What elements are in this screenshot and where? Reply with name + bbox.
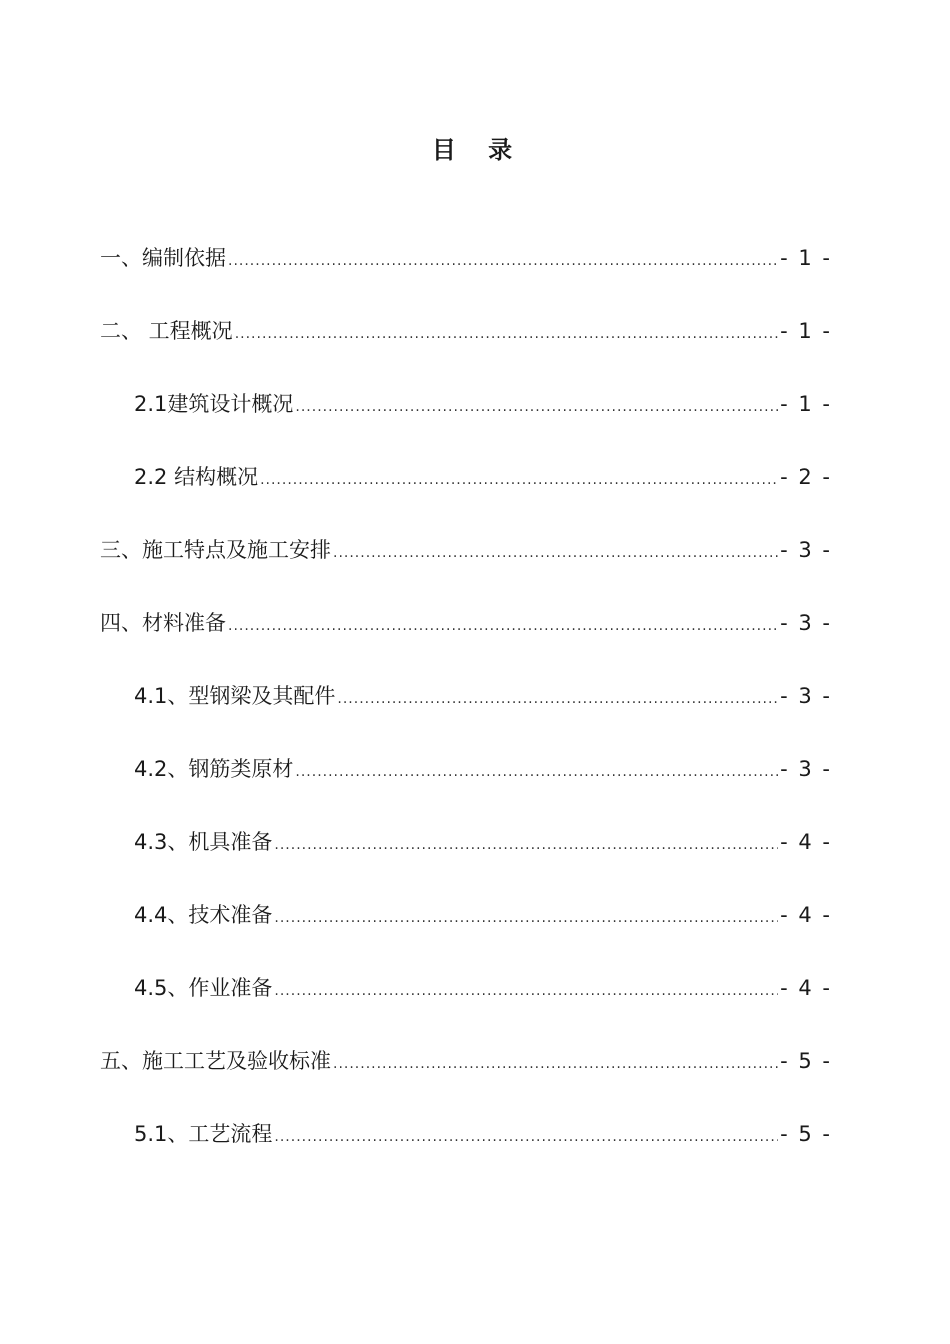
toc-dot-leader (228, 608, 778, 644)
toc-entry[interactable] (100, 240, 832, 313)
toc-entry-label: 4.4、技术准备 (134, 903, 273, 927)
toc-entry-label: 2.1建筑设计概况 (134, 392, 294, 416)
toc-page-number: - 1 - (780, 246, 832, 270)
toc-entry-label: 三、施工特点及施工安排 (100, 538, 331, 562)
toc-page-number: - 1 - (780, 392, 832, 416)
toc-entry-label: 四、材料准备 (100, 611, 226, 635)
toc-entry[interactable] (100, 313, 832, 386)
toc-entry[interactable] (100, 897, 832, 970)
toc-page-number: - 3 - (780, 611, 832, 635)
toc-entry[interactable] (100, 1116, 832, 1189)
toc-page-number: - 4 - (780, 903, 832, 927)
toc-entry-label: 2.2 结构概况 (134, 465, 259, 489)
toc-entry-label: 一、编制依据 (100, 246, 226, 270)
toc-entry[interactable] (100, 751, 832, 824)
toc-page-number: - 4 - (780, 976, 832, 1000)
toc-entry[interactable] (100, 1043, 832, 1116)
toc-dot-leader (274, 973, 778, 1009)
table-of-contents (100, 240, 832, 1189)
toc-page-number: - 2 - (780, 465, 832, 489)
toc-dot-leader (274, 1119, 778, 1155)
toc-entry[interactable] (100, 605, 832, 678)
toc-page-number: - 4 - (780, 830, 832, 854)
toc-entry[interactable] (100, 386, 832, 459)
toc-entry-label: 4.3、机具准备 (134, 830, 273, 854)
toc-entry[interactable] (100, 970, 832, 1043)
toc-page-number: - 3 - (780, 757, 832, 781)
toc-dot-leader (333, 535, 778, 571)
toc-dot-leader (228, 243, 778, 279)
toc-entry-label: 4.5、作业准备 (134, 976, 273, 1000)
toc-page-number: - 5 - (780, 1122, 832, 1146)
toc-dot-leader (235, 316, 778, 352)
toc-dot-leader (260, 462, 778, 498)
toc-dot-leader (333, 1046, 778, 1082)
toc-page-number: - 3 - (780, 684, 832, 708)
toc-dot-leader (337, 681, 778, 717)
toc-entry[interactable] (100, 824, 832, 897)
toc-page-number: - 3 - (780, 538, 832, 562)
toc-entry[interactable] (100, 532, 832, 605)
toc-entry-label: 4.1、型钢梁及其配件 (134, 684, 336, 708)
toc-entry-label: 二、 工程概况 (100, 319, 233, 343)
toc-dot-leader (295, 389, 778, 425)
toc-dot-leader (295, 754, 778, 790)
toc-entry-label: 4.2、钢筋类原材 (134, 757, 294, 781)
toc-entry[interactable] (100, 459, 832, 532)
toc-title: 目 录 (431, 136, 525, 164)
toc-page-number: - 5 - (780, 1049, 832, 1073)
toc-entry-label: 5.1、工艺流程 (134, 1122, 273, 1146)
toc-entry-label: 五、施工工艺及验收标准 (100, 1049, 331, 1073)
toc-dot-leader (274, 900, 778, 936)
toc-entry[interactable] (100, 678, 832, 751)
toc-page-number: - 1 - (780, 319, 832, 343)
toc-dot-leader (274, 827, 778, 863)
